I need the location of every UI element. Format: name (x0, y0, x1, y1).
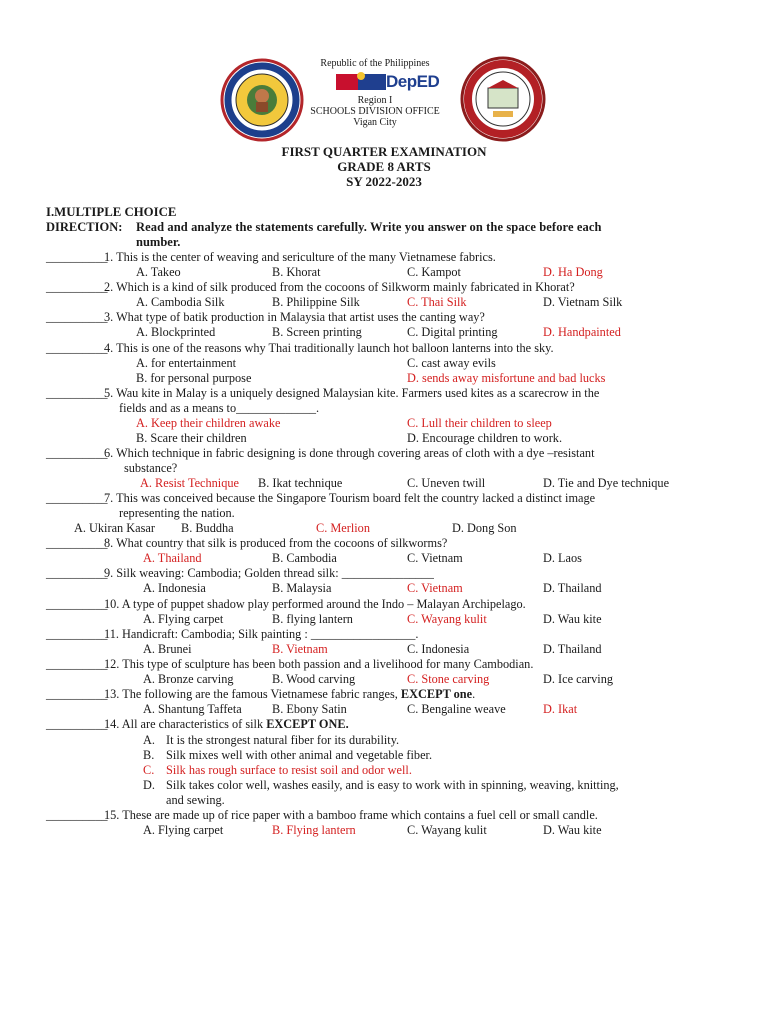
header-city: Vigan City (353, 117, 397, 128)
choice: C. Uneven twill (407, 476, 486, 490)
choice: A. Cambodia Silk (136, 295, 225, 309)
choice: A. Brunei (143, 642, 192, 656)
choice: C. Wayang kulit (407, 823, 487, 837)
correct-choice: C. Thai Silk (407, 295, 467, 309)
question-stem-text: 13. The following are the famous Vietnamese fabric ranges, (104, 687, 398, 701)
choice-letter: D. (143, 778, 155, 792)
question-stem-emphasis: EXCEPT ONE. (266, 717, 349, 731)
correct-choice: A. Thailand (143, 551, 202, 565)
exam-grade: GRADE 8 ARTS (337, 159, 431, 174)
choice: A. Ukiran Kasar (74, 521, 155, 535)
header-deped: DepED (386, 72, 440, 91)
answer-blank[interactable]: __________ (46, 536, 108, 550)
choice: B. Philippine Silk (272, 295, 360, 309)
question-stem: 9. Silk weaving: Cambodia; Golden thread silk: _______________ (104, 566, 434, 580)
correct-choice: Silk has rough surface to resist soil and odor well. (166, 763, 412, 777)
choice: A. Flying carpet (143, 823, 224, 837)
choice: It is the strongest natural fiber for its durability. (166, 733, 400, 747)
direction-text: Read and analyze the statements carefully. Write you answer on the space before each (136, 220, 602, 234)
choice: C. Vietnam (407, 551, 463, 565)
answer-blank[interactable]: __________ (46, 717, 108, 731)
choice: B. for personal purpose (136, 371, 252, 385)
choice: D. Dong Son (452, 521, 517, 535)
question-stem: 1. This is the center of weaving and sericulture of the many Vietnamese fabrics. (104, 250, 496, 264)
answer-blank[interactable]: __________ (46, 310, 108, 324)
choice: D. Vietnam Silk (543, 295, 623, 309)
question-stem: 12. This type of sculpture has been both passion and a livelihood for many Cambodian. (104, 657, 534, 671)
question-stem: 15. These are made up of rice paper with a bamboo frame which contains a fuel cell or small candle. (104, 808, 598, 822)
correct-choice: C. Vietnam (407, 581, 463, 595)
choice: A. Flying carpet (143, 612, 224, 626)
question-stem-cont: fields and as a means to_____________. (119, 401, 320, 415)
answer-blank[interactable]: __________ (46, 597, 108, 611)
choice: D. Thailand (543, 642, 602, 656)
question-stem-cont: representing the nation. (119, 506, 235, 520)
choice: C. cast away evils (407, 356, 496, 370)
correct-choice: D. Ikat (543, 702, 578, 716)
deped-logo-icon (336, 70, 386, 94)
question-stem: 5. Wau kite in Malay is a uniquely designed Malaysian kite. Farmers used kites as a scarecrow in the (104, 386, 600, 400)
choice-letter: B. (143, 748, 155, 762)
choice: D. Encourage children to work. (407, 431, 563, 445)
correct-choice: B. Vietnam (272, 642, 328, 656)
choice: Silk mixes well with other animal and vegetable fiber. (166, 748, 433, 762)
correct-choice: A. Resist Technique (140, 476, 239, 490)
question-stem: 10. A type of puppet shadow play performed around the Indo – Malayan Archipelago. (104, 597, 526, 611)
question-stem (104, 717, 349, 732)
header-office: SCHOOLS DIVISION OFFICE (310, 106, 440, 117)
question-stem: 7. This was conceived because the Singapore Tourism board felt the country lacked a distinct image (104, 491, 596, 505)
correct-choice: C. Stone carving (407, 672, 490, 686)
correct-choice: B. Flying lantern (272, 823, 356, 837)
question-stem: 2. Which is a kind of silk produced from the cocoons of Silkworm mainly fabricated in Khorat? (104, 280, 575, 294)
choice: B. Ikat technique (258, 476, 343, 490)
correct-choice: D. sends away misfortune and bad lucks (407, 371, 606, 385)
correct-choice: D. Handpainted (543, 325, 621, 339)
choice: D. Laos (543, 551, 582, 565)
choice: A. Keep their children awake (136, 416, 281, 430)
choice-letter: A. (143, 733, 155, 747)
choice: A. Blockprinted (136, 325, 216, 339)
answer-blank[interactable]: __________ (46, 341, 108, 355)
answer-blank[interactable]: __________ (46, 808, 108, 822)
question-stem: 3. What type of batik production in Malaysia that artist uses the canting way? (104, 310, 485, 324)
choice: B. Malaysia (272, 581, 332, 595)
school-seal-icon (460, 56, 546, 142)
choice: C. Bengaline weave (407, 702, 506, 716)
correct-choice: C. Lull their children to sleep (407, 416, 552, 430)
choice: C. Kampot (407, 265, 461, 279)
direction-label: DIRECTION: (46, 220, 123, 234)
correct-choice: D. Ha Dong (543, 265, 603, 279)
direction-text-2: number. (136, 235, 181, 249)
answer-blank[interactable]: __________ (46, 386, 108, 400)
answer-blank[interactable]: __________ (46, 446, 108, 460)
choice: A. Bronze carving (143, 672, 234, 686)
choice-cont: and sewing. (166, 793, 225, 807)
choice: B. Ebony Satin (272, 702, 347, 716)
correct-choice: C. Merlion (316, 521, 370, 535)
choice: B. Wood carving (272, 672, 356, 686)
header-region: Region I (357, 95, 393, 106)
choice: C. Digital printing (407, 325, 498, 339)
answer-blank[interactable]: __________ (46, 250, 108, 264)
answer-blank[interactable]: __________ (46, 491, 108, 505)
choice: D. Wau kite (543, 612, 602, 626)
choice: B. Khorat (272, 265, 321, 279)
question-stem-end: . (472, 687, 476, 701)
question-stem: 6. Which technique in fabric designing is done through covering areas of cloth with a dye –resistant (104, 446, 595, 460)
answer-blank[interactable]: __________ (46, 627, 108, 641)
question-stem: 4. This is one of the reasons why Thai traditionally launch hot balloon lanterns into the sky. (104, 341, 554, 355)
question-stem-emphasis: EXCEPT one (400, 687, 473, 701)
answer-blank[interactable]: __________ (46, 280, 108, 294)
choice: D. Thailand (543, 581, 602, 595)
answer-blank[interactable]: __________ (46, 566, 108, 580)
choice: B. Scare their children (136, 431, 247, 445)
exam-title: FIRST QUARTER EXAMINATION (281, 144, 487, 159)
choice: A. Takeo (136, 265, 181, 279)
choice: D. Tie and Dye technique (543, 476, 670, 490)
choice: B. Cambodia (272, 551, 337, 565)
choice: B. Screen printing (272, 325, 362, 339)
question-stem-cont: substance? (124, 461, 178, 475)
choice: A. for entertainment (136, 356, 237, 370)
header-republic: Republic of the Philippines (320, 58, 430, 69)
answer-blank[interactable]: __________ (46, 657, 108, 671)
choice: D. Wau kite (543, 823, 602, 837)
correct-choice: C. Wayang kulit (407, 612, 487, 626)
answer-blank[interactable]: __________ (46, 687, 108, 701)
choice: A. Shantung Taffeta (143, 702, 242, 716)
choice: B. flying lantern (272, 612, 353, 626)
question-stem (104, 687, 475, 702)
question-stem-text: 14. All are characteristics of silk (104, 717, 264, 731)
choice: Silk takes color well, washes easily, and is easy to work with in spinning, weaving, knitting, (166, 778, 619, 792)
sdo-seal-icon (220, 58, 304, 142)
choice: D. Ice carving (543, 672, 613, 686)
question-stem: 11. Handicraft: Cambodia; Silk painting : _________________. (104, 627, 419, 641)
section-heading: I.MULTIPLE CHOICE (46, 205, 177, 219)
exam-school-year: SY 2022-2023 (346, 174, 422, 189)
choice: C. Indonesia (407, 642, 470, 656)
question-stem: 8. What country that silk is produced from the cocoons of silkworms? (104, 536, 448, 550)
choice: A. Indonesia (143, 581, 206, 595)
choice: B. Buddha (181, 521, 234, 535)
choice-letter: C. (143, 763, 155, 777)
